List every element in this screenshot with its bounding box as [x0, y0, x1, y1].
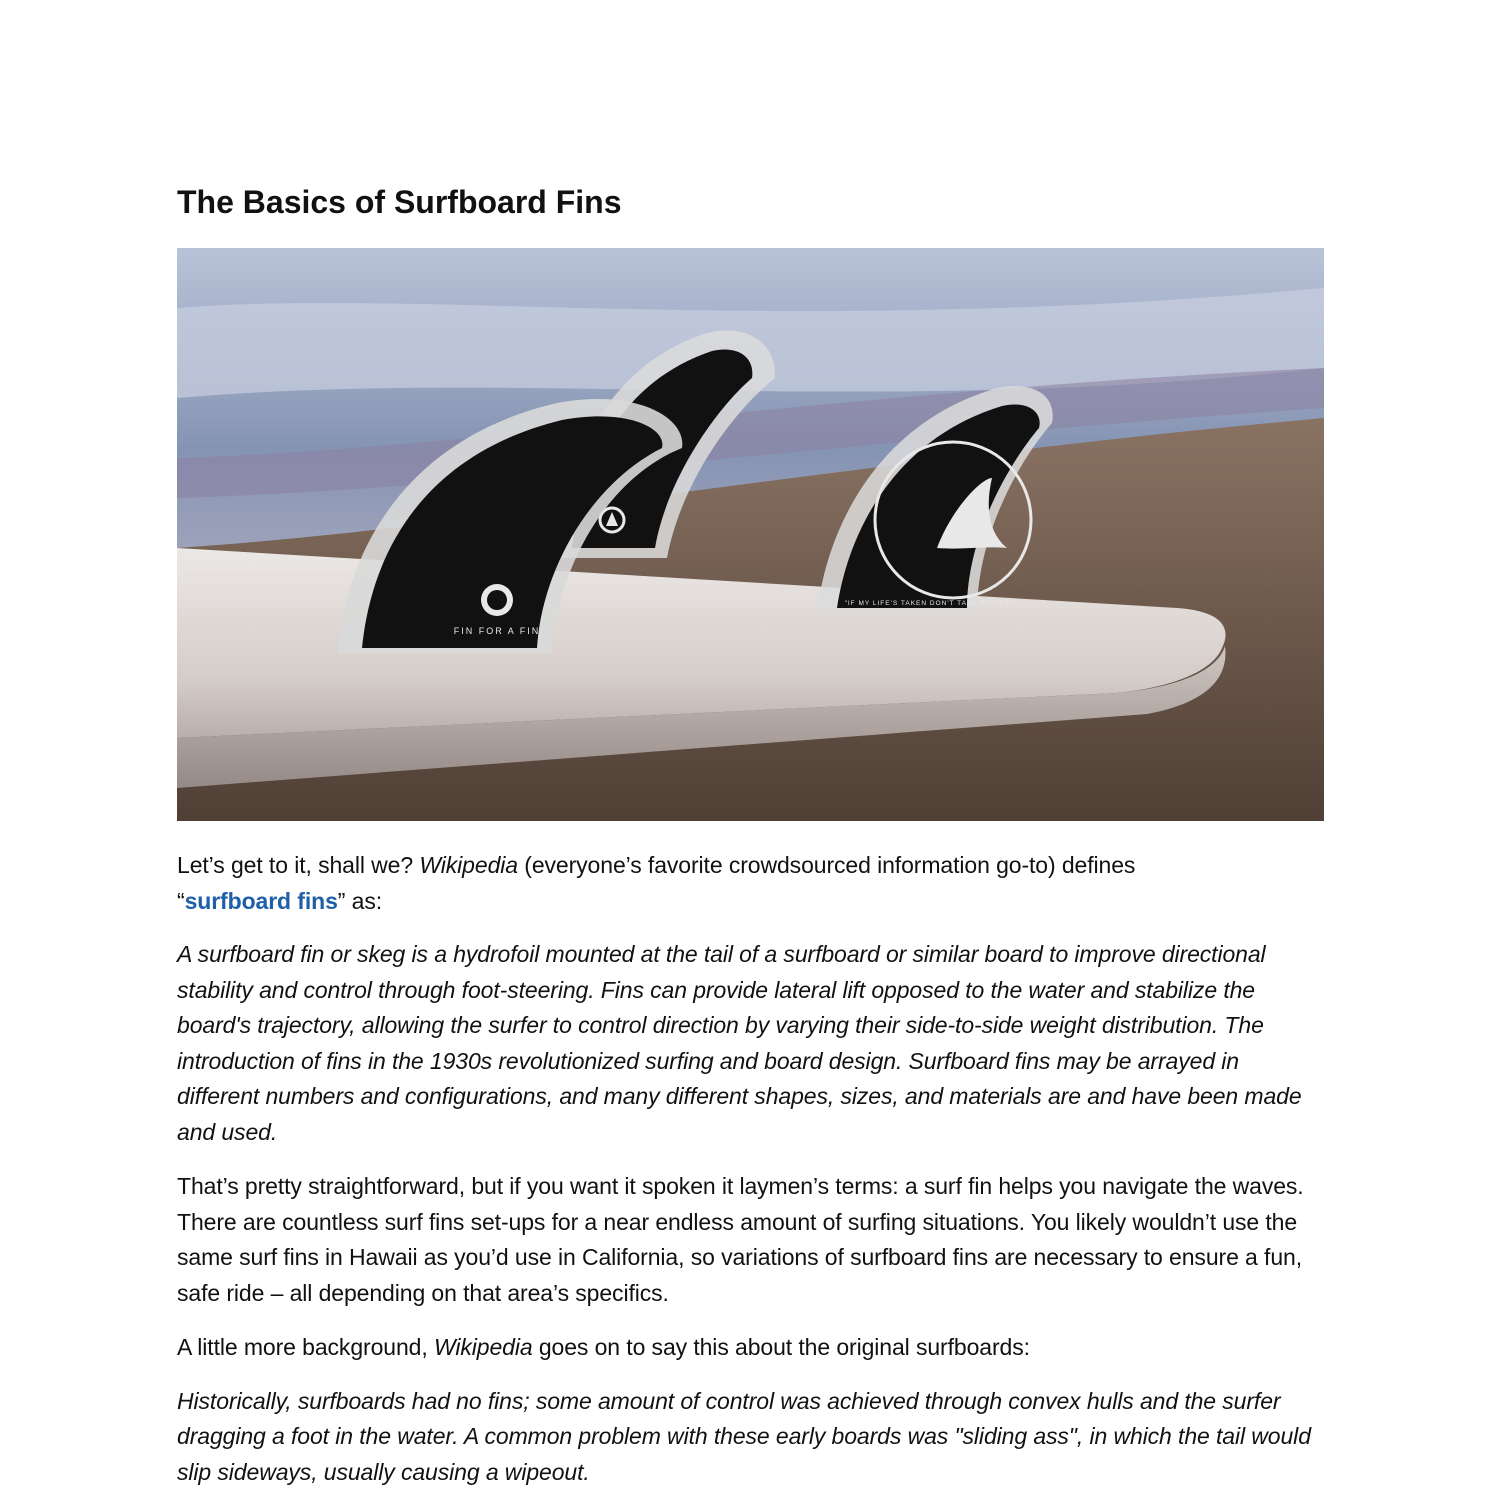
background-tail: goes on to say this about the original surfboards: — [532, 1334, 1030, 1360]
wikipedia-quote-definition: A surfboard fin or skeg is a hydrofoil mounted at the tail of a surfboard or similar board to improve directional stability and control through foot-steering. Fins can provide lateral lift opposed to the water and stabilize the board's trajectory, allowing the surfer to control direction by varying their side-to-side weight distribution. The introduction of fins in the 1930s revolutionized surfing and board design. Surfboard fins may be arrayed in different numbers and configurations, and many different shapes, sizes, and materials are and have been made and used. — [177, 941, 1302, 1145]
intro-source: Wikipedia — [419, 852, 518, 878]
surfboard-fins-link[interactable]: surfboard fins — [184, 887, 338, 914]
fin-brand-label: FIN FOR A FIN — [453, 626, 541, 636]
paragraph-laymens-terms: That’s pretty straightforward, but if you want it spoken it laymen’s terms: a surf fin helps you navigate the waves. There are countless surf fins set-ups for a near endless amount of surfing situations. You likely wouldn’t use the same surf fins in Hawaii as you’d use in California, so variations of surfboard fins are necessary to ensure a fun, safe ride – all depending on that area’s specifics. — [177, 1173, 1304, 1306]
article — [177, 180, 1324, 1490]
intro-middle: (everyone’s favorite crowdsourced information go-to) defines — [517, 852, 1136, 878]
intro-paragraph — [177, 848, 1324, 919]
paragraph-background — [177, 1330, 1324, 1366]
page-title: The Basics of Surfboard Fins — [177, 184, 622, 220]
wikipedia-quote-history: Historically, surfboards had no fins; some amount of control was achieved through convex hulls and the surfer dragging a foot in the water. A common problem with these early boards was "sliding ass", in which the tail would slip sideways, usually causing a wipeout. — [177, 1387, 1311, 1485]
intro-open-quote: “ — [177, 887, 185, 914]
background-lead: A little more background, — [177, 1334, 434, 1360]
surfboard-fins-photo — [177, 248, 1324, 821]
intro-lead: Let’s get to it, shall we? — [177, 852, 420, 878]
background-source: Wikipedia — [433, 1334, 533, 1360]
fin-quote-label: "IF MY LIFE'S TAKEN DON'T TAKE THEIRS" — [844, 600, 1014, 607]
intro-tail: ” as: — [337, 887, 383, 914]
